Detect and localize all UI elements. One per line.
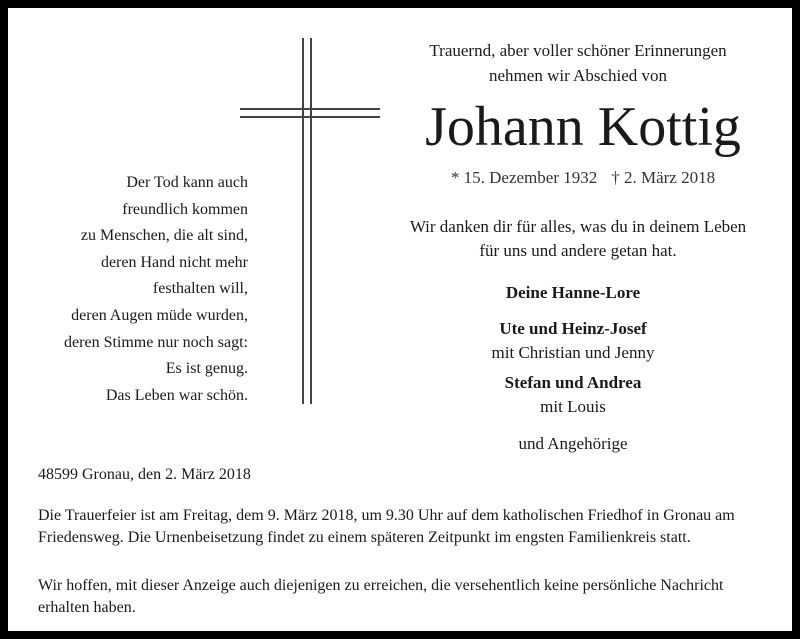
family-wife xyxy=(408,281,738,305)
life-dates xyxy=(418,168,748,188)
poem-line: festhalten will, xyxy=(152,280,248,298)
poem-line: Der Tod kann auch xyxy=(126,174,248,191)
poem xyxy=(28,170,248,409)
birth-date: * 15. Dezember 1932 xyxy=(450,168,598,187)
group-2-name: Stefan und Andrea xyxy=(504,373,642,392)
notice-information: Wir hoffen, mit dieser Anzeige auch diejenigen zu erreichen, die versehentlich keine persönliche Nachricht erhalten haben. xyxy=(38,577,724,616)
intro-line-1: Trauernd, aber voller schöner Erinnerungen xyxy=(429,41,727,60)
wife-name: Deine Hanne-Lore xyxy=(505,283,641,302)
group-1-children: mit Christian und Jenny xyxy=(491,343,655,362)
group-1-name: Ute und Heinz-Josef xyxy=(499,319,647,338)
poem-line: deren Augen müde wurden, xyxy=(71,306,248,324)
cross-horizontal-line xyxy=(240,116,380,118)
intro-text xyxy=(398,38,758,88)
family-group-2 xyxy=(408,371,738,419)
family-relatives: und Angehörige xyxy=(518,434,628,453)
deceased-name: Johann Kottig xyxy=(425,96,741,158)
thanks-line-1: Wir danken dir für alles, was du in deinem Leben xyxy=(409,217,747,236)
thanks-line-2: für uns und andere getan hat. xyxy=(479,241,677,260)
thanks-text xyxy=(378,215,778,263)
place-date: 48599 Gronau, den 2. März 2018 xyxy=(38,466,251,483)
poem-line: Das Leben war schön. xyxy=(105,386,248,404)
family-group-1 xyxy=(408,317,738,365)
death-date: † 2. März 2018 xyxy=(611,168,716,187)
intro-line-2: nehmen wir Abschied von xyxy=(489,66,667,85)
cross-icon xyxy=(240,38,380,404)
poem-line: deren Hand nicht mehr xyxy=(100,253,248,271)
poem-line: freundlich kommen xyxy=(122,200,248,218)
poem-line: deren Stimme nur noch sagt: xyxy=(64,333,248,351)
cross-vertical-line xyxy=(302,38,304,404)
funeral-information: Die Trauerfeier ist am Freitag, dem 9. März 2018, um 9.30 Uhr auf dem katholischen Friedhof in Gronau am Friedensweg. Die Urnenbeisetzung findet zu einem späteren Zeitpunkt im engsten Familienkreis statt. xyxy=(38,507,735,546)
poem-line: Es ist genug. xyxy=(165,360,248,378)
group-2-children: mit Louis xyxy=(540,397,606,416)
poem-line: zu Menschen, die alt sind, xyxy=(80,227,248,245)
cross-vertical-line xyxy=(310,38,312,404)
cross-horizontal-line xyxy=(240,108,380,110)
